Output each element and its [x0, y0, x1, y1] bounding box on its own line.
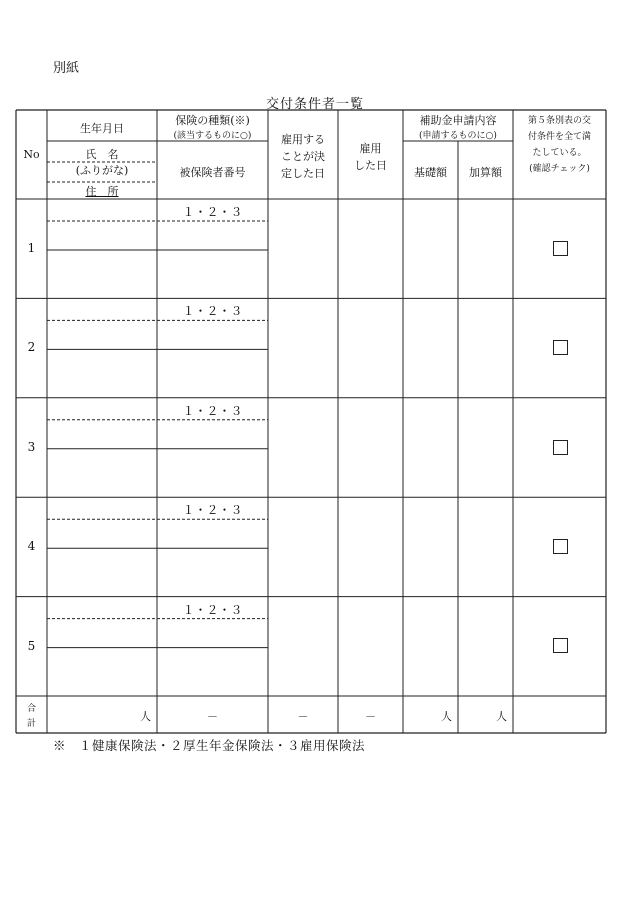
insurance-options: １・２・３	[182, 205, 243, 219]
totals-label: 計	[26, 719, 36, 729]
footnote: ※ １健康保険法・２厚生年金保険法・３雇用保険法	[53, 738, 366, 753]
header-address-text: 住 所	[85, 185, 119, 198]
header-base-amount: 基礎額	[414, 166, 447, 179]
header-confirm: (確認チェック)	[529, 164, 590, 174]
header-insurance-type: 保険の種類(※)	[175, 114, 250, 127]
header-hired-date: 雇用	[359, 142, 382, 155]
confirm-checkbox[interactable]	[553, 539, 568, 554]
insurance-options: １・２・３	[182, 503, 243, 518]
insurance-options: １・２・３	[182, 304, 243, 319]
confirm-checkbox[interactable]	[553, 440, 568, 455]
totals-insurance: －	[207, 710, 218, 723]
header-confirm: たしている。	[532, 148, 587, 158]
header-hire-decided: 雇用する	[281, 133, 325, 146]
insurance-options: １・２・３	[182, 602, 243, 617]
header-confirm: 第５条別表の交	[527, 116, 591, 126]
header-confirm: 付条件を全て満	[527, 132, 591, 142]
confirm-checkbox[interactable]	[553, 241, 568, 256]
row-number: 4	[27, 539, 36, 554]
header-name-kana: (ふりがな)	[75, 164, 129, 177]
header-hire-decided: 定した日	[281, 167, 325, 180]
row-number: 2	[27, 340, 36, 355]
totals-additional-amount: 人	[496, 710, 507, 723]
page-title: 交付条件者一覧	[265, 97, 364, 112]
header-additional-amount: 加算額	[469, 166, 502, 179]
confirm-checkbox[interactable]	[553, 638, 568, 653]
header-hire-decided: ことが決	[281, 150, 325, 163]
confirm-checkbox[interactable]	[553, 340, 568, 355]
header-no: No	[23, 148, 40, 161]
header-insurance-note: (該当するものに○)	[173, 131, 252, 141]
attachment-label: 別紙	[53, 61, 80, 76]
row-number: 3	[27, 439, 36, 454]
row-number: 5	[27, 638, 36, 653]
header-subsidy: 補助金申請内容	[419, 114, 497, 127]
totals-label: 合	[26, 704, 36, 714]
row-number: 1	[27, 241, 36, 255]
header-hired-date: した日	[354, 159, 387, 172]
totals-base-amount: 人	[441, 710, 452, 723]
totals-hired-date: －	[365, 710, 376, 723]
insurance-options: １・２・３	[182, 403, 243, 418]
totals-persons: 人	[140, 710, 151, 723]
totals-hire-decided: －	[297, 710, 309, 723]
header-address	[47, 183, 157, 199]
header-insured-number: 被保険者番号	[179, 166, 246, 179]
header-birth-date: 生年月日	[80, 122, 124, 135]
header-subsidy-note: (申請するものに○)	[419, 131, 497, 141]
header-name: 氏 名	[85, 148, 119, 161]
